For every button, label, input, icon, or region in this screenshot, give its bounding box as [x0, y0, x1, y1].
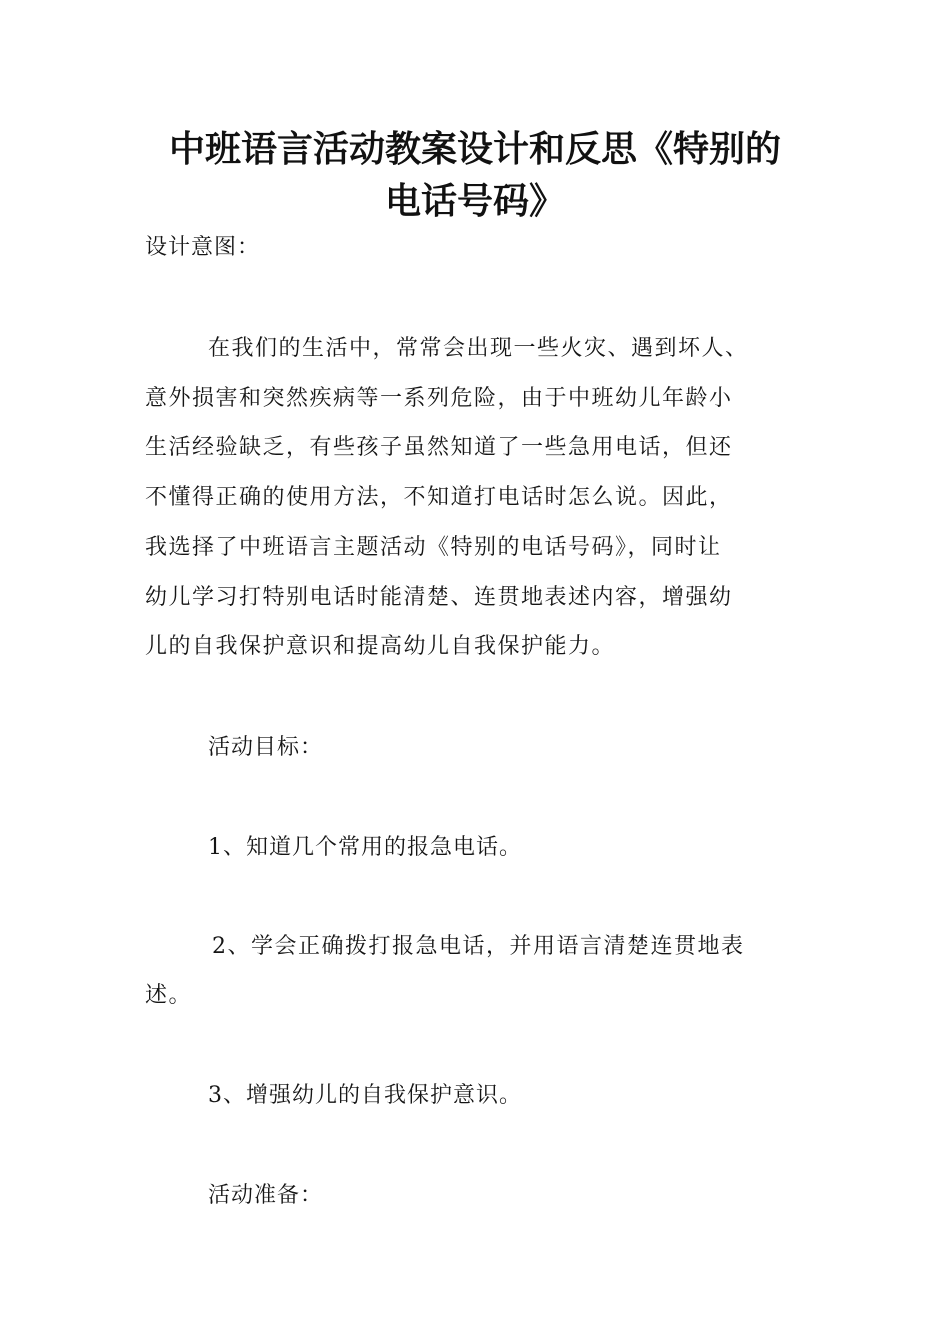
intro-paragraph-line: 儿的自我保护意识和提高幼儿自我保护能力。 — [145, 634, 616, 659]
intro-paragraph-line: 幼儿学习打特别电话时能清楚、连贯地表述内容，增强幼 — [145, 585, 733, 610]
goal-item-2-line-2: 述。 — [145, 983, 193, 1008]
intro-paragraph-line: 意外损害和突然疾病等一系列危险，由于中班幼儿年龄小 — [145, 386, 733, 411]
intro-paragraph-line: 我选择了中班语言主题活动《特别的电话号码》，同时让 — [145, 535, 722, 560]
intro-paragraph-line: 生活经验缺乏，有些孩子虽然知道了一些急用电话，但还 — [145, 435, 733, 460]
document-title-line-2: 电话号码》 — [384, 181, 565, 222]
goal-item-2-line-1: 2、学会正确拨打报急电话，并用语言清楚连贯地表 — [212, 934, 745, 959]
prep-heading: 活动准备： — [208, 1183, 324, 1208]
goals-heading: 活动目标： — [208, 735, 324, 760]
goal-item-1: 1、知道几个常用的报急电话。 — [208, 835, 522, 860]
document-title-line-1: 中班语言活动教案设计和反思《特别的 — [168, 129, 781, 170]
design-intent-heading: 设计意图： — [145, 235, 261, 260]
goal-item-3: 3、增强幼儿的自我保护意识。 — [208, 1083, 522, 1108]
intro-paragraph-line: 不懂得正确的使用方法，不知道打电话时怎么说。因此， — [145, 485, 733, 510]
intro-paragraph-line: 在我们的生活中，常常会出现一些火灾、遇到坏人、 — [208, 336, 749, 361]
